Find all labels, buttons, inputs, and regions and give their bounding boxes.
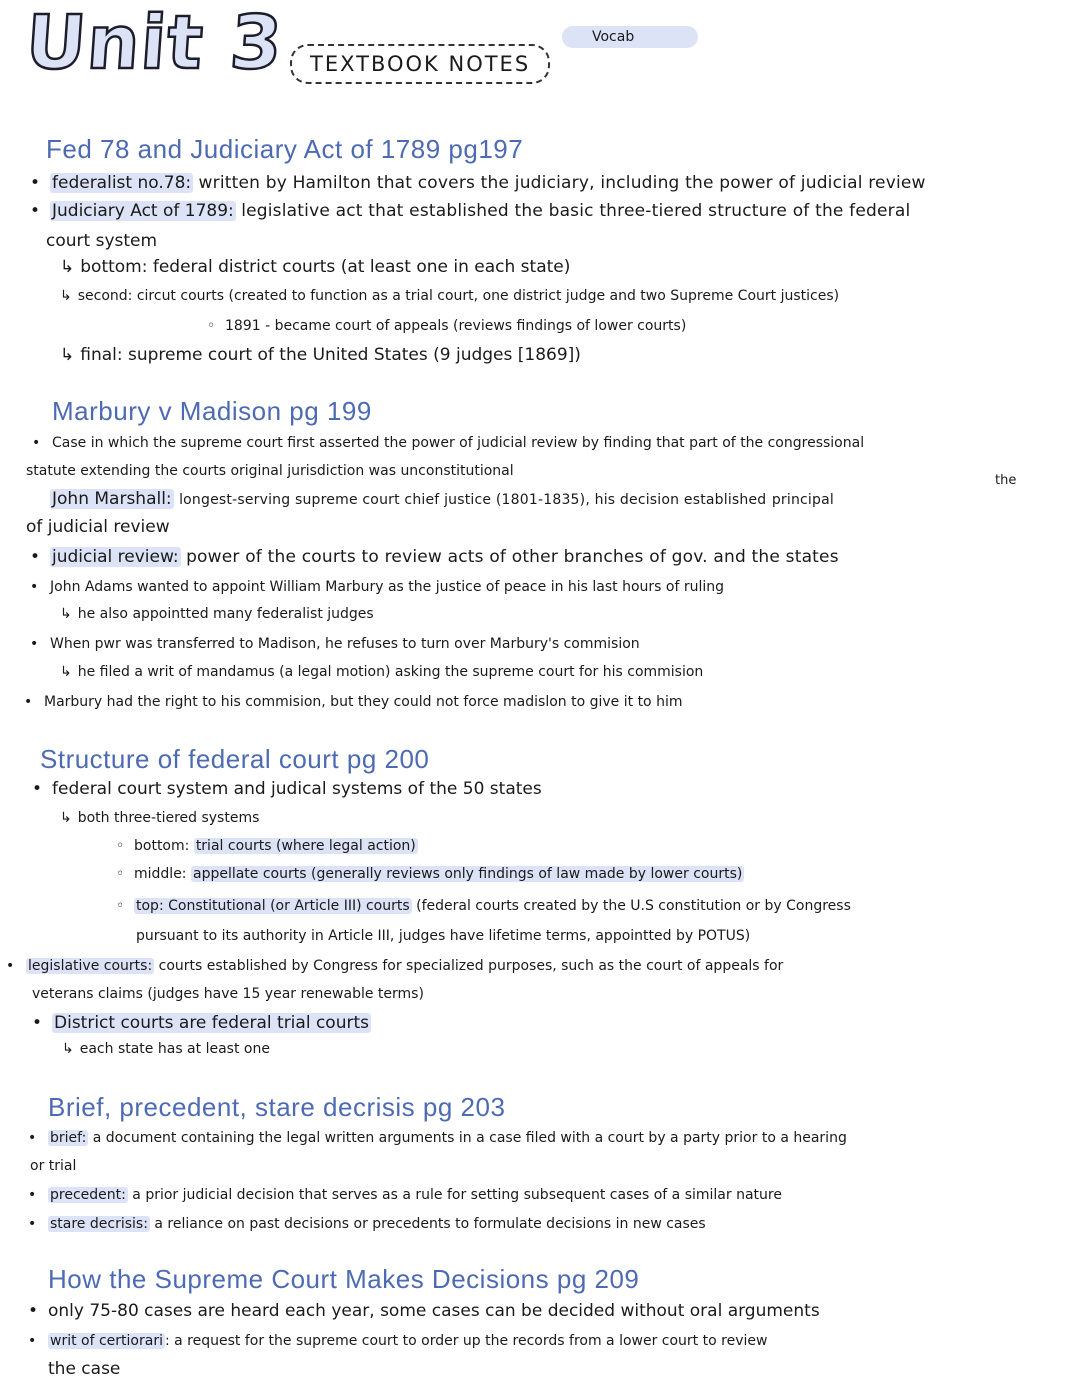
john-marshall-cont: of judicial review (26, 517, 170, 537)
tier-bottom: ↳ bottom: federal district courts (at least one in each state) (60, 257, 571, 277)
tier-bottom-trial: ◦ bottom: trial courts (where legal action) (134, 835, 418, 857)
arrow-icon: ↳ (60, 257, 75, 277)
fed78-def: written by Hamilton that covers the judiciary, including the power of judicial review (198, 173, 926, 193)
appellate-courts-highlight: appellate courts (generally reviews only findings of law made by lower courts) (192, 866, 743, 882)
district-courts-highlight: District courts are federal trial courts (54, 1013, 369, 1033)
john-marshall-def: longest-serving supreme court chief justice (1801-1835), his decision established (179, 492, 767, 508)
the-insert-note: the (995, 473, 1017, 488)
brief-term: brief: (50, 1130, 87, 1146)
section-title-marbury: Marbury v Madison pg 199 (52, 396, 372, 426)
section-title-decisions: How the Supreme Court Makes Decisions pg 209 (48, 1264, 640, 1294)
writ-mandamus-line: ↳ he filed a writ of mandamus (a legal motion) asking the supreme court for his commision (60, 661, 703, 683)
john-marshall-end: principal (771, 492, 834, 508)
arrow-icon: ↳ (62, 1041, 74, 1057)
tier-final: ↳ final: supreme court of the United States (9 judges [1869]) (60, 345, 581, 365)
marbury-case-cont: statute extending the courts original jurisdiction was unconstitutional (26, 463, 514, 479)
federal-systems-line: • federal court system and judical systems of the 50 states (52, 778, 542, 800)
certiorari-cont: the case (48, 1359, 121, 1379)
fed78-line (50, 172, 926, 194)
judiciary-act-cont: court system (46, 231, 158, 251)
marbury-right-line: • Marbury had the right to his commision, but they could not force madislon to give it to him (44, 691, 682, 713)
arrow-icon: ↳ (60, 345, 75, 365)
stare-decisis-line: • stare decrisis: a reliance on past decisions or precedents to formulate decisions in new cases (48, 1213, 706, 1235)
constitutional-courts-highlight: top: Constitutional (or Article III) courts (136, 898, 410, 914)
vocab-legend: Vocab (562, 26, 698, 48)
textbook-notes-badge: TEXTBOOK NOTES (290, 44, 550, 84)
brief-cont: or trial (30, 1158, 77, 1174)
section-title-brief: Brief, precedent, stare decrisis pg 203 (48, 1092, 506, 1122)
fed78-term: federalist no.78: (52, 173, 192, 193)
precedent-line: • precedent: a prior judicial decision that serves as a rule for setting subsequent cases of a similar nature (48, 1184, 782, 1206)
marbury-case-line: • Case in which the supreme court first asserted the power of judicial review by finding that part of the congressional (52, 432, 864, 454)
legislative-courts-cont: veterans claims (judges have 15 year renewable terms) (32, 986, 424, 1002)
arrow-icon: ↳ (60, 606, 72, 622)
legislative-courts-term: legislative courts: (28, 958, 153, 974)
precedent-term: precedent: (50, 1187, 126, 1203)
section-title-structure: Structure of federal court pg 200 (40, 744, 430, 774)
tier-middle-appellate: ◦ middle: appellate courts (generally reviews only findings of law made by lower courts) (134, 863, 744, 885)
judicial-review-def: power of the courts to review acts of other branches of gov. and the states (186, 547, 839, 567)
unit-title: Unit 3 (22, 0, 286, 86)
judiciary-act-line (50, 200, 910, 222)
judiciary-act-def: legislative act that established the basic three-tiered structure of the federal (241, 201, 911, 221)
certiorari-term: writ of certiorari (50, 1333, 163, 1349)
adams-line: • John Adams wanted to appoint William Marbury as the justice of peace in his last hours of ruling (50, 576, 724, 598)
each-state-line: ↳ each state has at least one (62, 1038, 270, 1060)
power-transfer-line: • When pwr was transferred to Madison, he refuses to turn over Marbury's commision (50, 633, 640, 655)
arrow-icon: ↳ (60, 288, 72, 304)
stare-decisis-term: stare decrisis: (50, 1216, 148, 1232)
year-1891-note: ◦ 1891 - became court of appeals (reviews findings of lower courts) (225, 315, 686, 337)
trial-courts-highlight: trial courts (where legal action) (195, 838, 416, 854)
judicial-review-term: judicial review: (52, 547, 179, 567)
section-title-fed78: Fed 78 and Judiciary Act of 1789 pg197 (46, 134, 524, 164)
three-tiered-line: ↳ both three-tiered systems (60, 807, 259, 829)
judicial-review-line (50, 546, 839, 568)
judiciary-act-term: Judiciary Act of 1789: (52, 201, 234, 221)
tier-top-cont: pursuant to its authority in Article III, judges have lifetime terms, appointted by POTUS) (136, 928, 751, 944)
john-marshall-line (50, 488, 834, 511)
tier-second: ↳ second: circut courts (created to function as a trial court, one district judge and two Supreme Court justices) (60, 285, 839, 307)
district-courts-line (52, 1012, 371, 1034)
arrow-icon: ↳ (60, 810, 72, 826)
federalist-judges-line: ↳ he also appointted many federalist judges (60, 603, 374, 625)
certiorari-line: • writ of certiorari : a request for the supreme court to order up the records from a lower court to review (48, 1330, 767, 1352)
john-marshall-term: John Marshall: (52, 489, 172, 509)
arrow-icon: ↳ (60, 664, 72, 680)
tier-top-constitutional: ◦ top: Constitutional (or Article III) courts (federal courts created by the U.S constitution or by Congress (134, 895, 851, 917)
cases-per-year-line: • only 75-80 cases are heard each year, some cases can be decided without oral arguments (48, 1300, 820, 1322)
brief-line: • brief: a document containing the legal written arguments in a case filed with a court by a party prior to a hearing (48, 1127, 847, 1149)
legislative-courts-line: • legislative courts: courts established by Congress for specialized purposes, such as the court of appeals for (26, 955, 783, 977)
